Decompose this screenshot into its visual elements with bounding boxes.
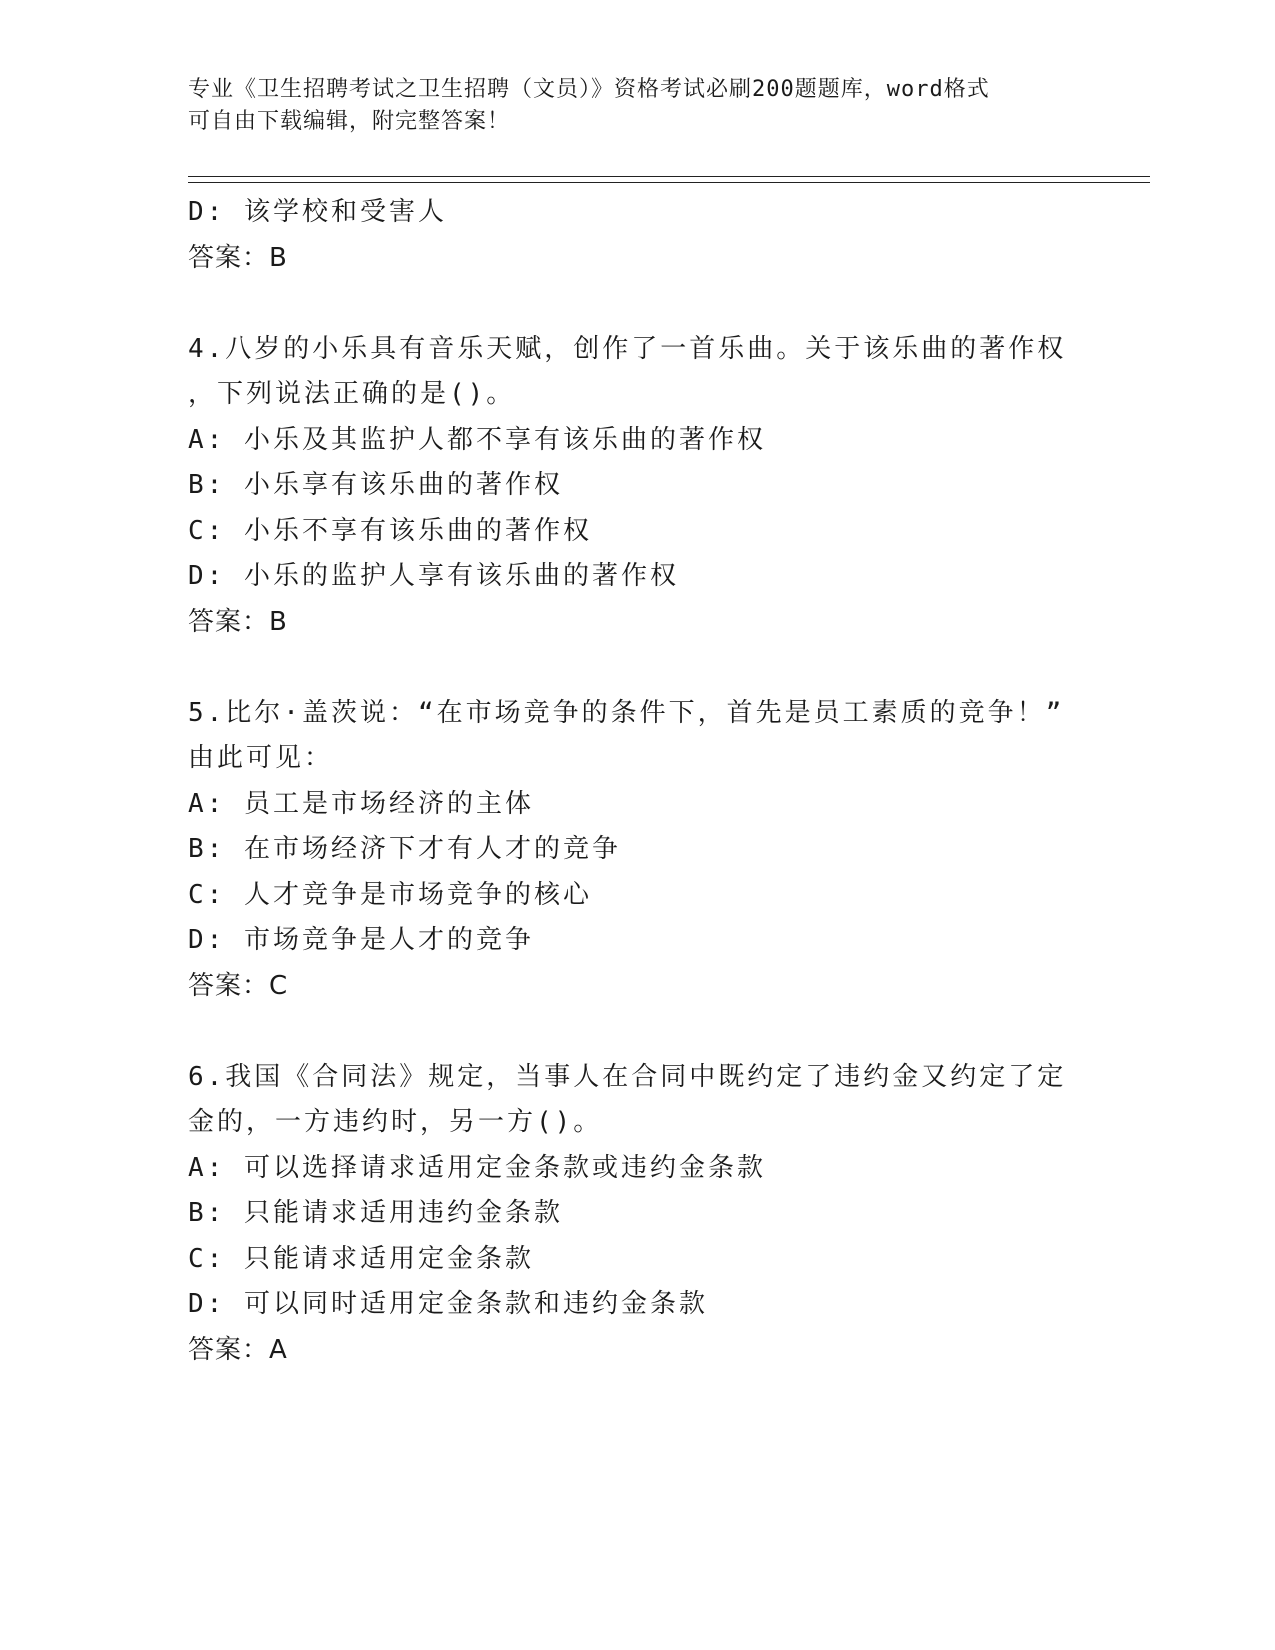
document-header xyxy=(188,74,1088,138)
header-title-line1: 专业《卫生招聘考试之卫生招聘（文员）》资格考试必刷200题题库，word格式 xyxy=(188,77,990,102)
question-4 xyxy=(188,327,1068,646)
spacer xyxy=(188,281,1068,327)
option-a: A: 可以选择请求适用定金条款或违约金条款 xyxy=(188,1152,766,1183)
header-title-line2: 可自由下载编辑，附完整答案！ xyxy=(188,109,511,134)
option-d: D: 市场竞争是人才的竞争 xyxy=(188,925,534,955)
question-stem-line: 5.比尔·盖茨说：“在市场竞争的条件下，首先是员工素质的竞争！” xyxy=(188,697,1065,728)
header-divider-top xyxy=(188,176,1150,177)
answer-label: 答案：B xyxy=(188,606,288,637)
question-stem-line: 由此可见： xyxy=(188,743,334,773)
option-d: D: 该学校和受害人 xyxy=(188,197,447,227)
option-a: A: 小乐及其监护人都不享有该乐曲的著作权 xyxy=(188,424,766,455)
answer-label: 答案：C xyxy=(188,970,289,1001)
answer-label: 答案：B xyxy=(188,242,288,273)
question-stem-line: 4.八岁的小乐具有音乐天赋，创作了一首乐曲。关于该乐曲的著作权 xyxy=(188,333,1067,364)
question-stem-line: 6.我国《合同法》规定，当事人在合同中既约定了违约金又约定了定 xyxy=(188,1061,1067,1092)
header-divider-bottom xyxy=(188,182,1150,183)
question-fragment xyxy=(188,190,1068,281)
document-body xyxy=(188,190,1068,1373)
question-stem-line: ，下列说法正确的是()。 xyxy=(188,379,516,409)
spacer xyxy=(188,645,1068,691)
option-c: C: 只能请求适用定金条款 xyxy=(188,1243,534,1274)
option-b: B: 只能请求适用违约金条款 xyxy=(188,1198,563,1228)
question-5 xyxy=(188,691,1068,1010)
option-c: C: 人才竞争是市场竞争的核心 xyxy=(188,879,592,910)
question-stem-line: 金的，一方违约时，另一方()。 xyxy=(188,1107,603,1137)
option-d: D: 小乐的监护人享有该乐曲的著作权 xyxy=(188,561,679,591)
option-c: C: 小乐不享有该乐曲的著作权 xyxy=(188,515,592,546)
question-6 xyxy=(188,1055,1068,1374)
option-a: A: 员工是市场经济的主体 xyxy=(188,788,534,819)
answer-label: 答案：A xyxy=(188,1334,288,1365)
option-d: D: 可以同时适用定金条款和违约金条款 xyxy=(188,1289,708,1319)
spacer xyxy=(188,1009,1068,1055)
option-b: B: 在市场经济下才有人才的竞争 xyxy=(188,834,621,864)
option-b: B: 小乐享有该乐曲的著作权 xyxy=(188,470,563,500)
